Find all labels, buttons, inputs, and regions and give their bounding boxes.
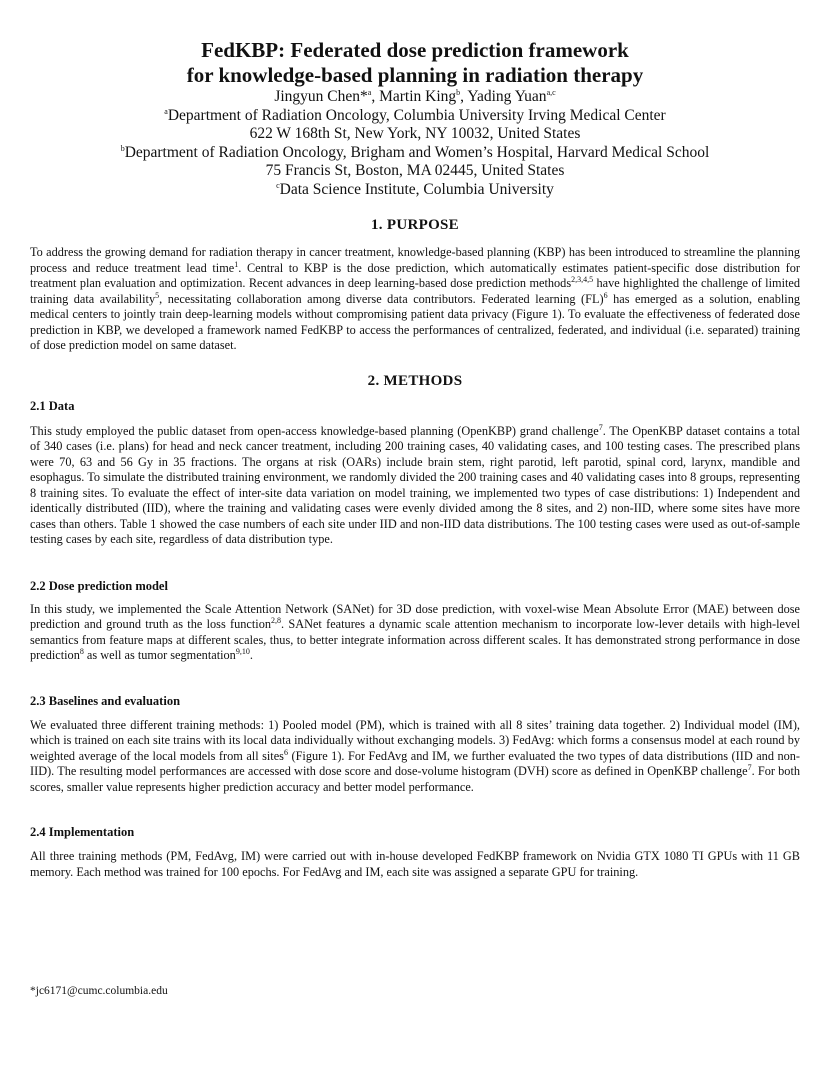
author-3: , Yading Yuan	[460, 88, 547, 105]
baselines-text-3: . For both scores, smaller value represents higher prediction accuracy and better model performance.	[30, 764, 801, 794]
author-1-affil: a	[367, 87, 372, 97]
title-line-1: FedKBP: Federated dose prediction framework	[201, 38, 629, 62]
purpose-paragraph	[30, 245, 800, 354]
model-subheading: 2.2 Dose prediction model	[30, 578, 168, 593]
citation: 6	[283, 747, 288, 757]
baselines-text-1: We evaluated three different training methods: 1) Pooled model (PM), which is trained with all 8 sites’ training data together. 2) Individual model (IM), which is trained on each site trains with its local data individually without exchanging models. 3) FedAvg: which forms a consensus model at each round by weighted average of the local models from all sites	[30, 717, 800, 763]
purpose-text-5: has emerged as a solution, enabling medical centers to jointly train deep-learning models without compromising patient data privacy (Figure 1). To evaluate the effectiveness of federated dose prediction in KBP, we developed a framework named FedKBP to access the performances of centralized, federated, and individual (i.e. separated) training of dose prediction model on same dataset.	[30, 291, 800, 352]
baselines-text-2: (Figure 1). For FedAvg and IM, we further evaluated the two types of data distributions (IID and non-IID). The resulting model performances are accessed with dose score and dose-volume histogram (DVH) score as defined in OpenKBP challenge	[30, 748, 800, 778]
affiliation-b-mark: b	[120, 143, 125, 153]
affiliation-b	[30, 144, 800, 163]
data-text-2: . The OpenKBP dataset contains a total of 340 cases (i.e. plans) for head and neck cancer treatment, including 200 training cases, 40 validating cases, and 100 testing cases. The prescribed plans were 70, 63 and 56 Gy in 35 fractions. The organs at risk (OARs) include brain stem, right parotid, left parotid, spinal cord, larynx, mandible and esophagus. To simulate the distributed training environment, we randomly divided the 200 training cases and 40 validating cases into 8 groups, representing 8 training sites. To evaluate the effect of inter-site data variation on model training, we implemented two types of case distributions: 1) Independent and identically distributed (IID), where the training and validating cases were evenly divided among the 8 sites, and 2) non-IID, where some sites have more cases than others. Table 1 showed the case numbers of each site under IID and non-IID data distributions. The 100 testing cases were used as out-of-sample testing cases by each site, regardless of data distribution type.	[30, 423, 801, 546]
affiliation-c-mark: c	[276, 180, 280, 190]
corresponding-author-footnote: *jc6171@cumc.columbia.edu	[30, 985, 168, 997]
purpose-text-4: , necessitating collaboration among diverse data contributors. Federated learning (FL)	[159, 291, 604, 306]
model-text-4: .	[249, 648, 253, 662]
citation: 2,3,4,5	[571, 274, 594, 284]
affiliation-c-name: Data Science Institute, Columbia University	[279, 180, 554, 198]
model-text-1: In this study, we implemented the Scale Attention Network (SANet) for 3D dose prediction, with voxel-wise Mean Absolute Error (MAE) between dose prediction and ground truth as the loss function	[30, 601, 800, 631]
paper-page	[30, 38, 800, 880]
affiliation-a-mark: a	[164, 106, 168, 116]
data-subheading: 2.1 Data	[30, 398, 75, 413]
affiliations	[30, 107, 800, 200]
model-text-3: as well as tumor segmentation	[83, 648, 236, 662]
baselines-paragraph	[30, 718, 800, 796]
model-paragraph	[30, 602, 800, 664]
citation: 8	[79, 646, 84, 656]
paper-title	[30, 38, 800, 88]
data-paragraph	[30, 424, 800, 548]
implementation-paragraph	[30, 849, 800, 880]
affiliation-b-name: Department of Radiation Oncology, Brigham and Women’s Hospital, Harvard Medical School	[124, 143, 710, 161]
model-text-2: . SANet features a dynamic scale attention mechanism to incorporate low-lever details with high-level semantics from feature maps at different scales, thus, to better integrate information across different scales. It has demonstrated strong performance in dose prediction	[30, 617, 800, 662]
author-2: , Martin King	[371, 88, 457, 105]
affiliation-a-address: 622 W 168th St, New York, NY 10032, United States	[249, 125, 581, 142]
affiliation-a-name: Department of Radiation Oncology, Columbia University Irving Medical Center	[167, 106, 666, 124]
author-3-affil: a,c	[546, 87, 556, 97]
purpose-text-3: have highlighted the challenge of limited training data availability	[30, 276, 801, 306]
methods-heading: 2. METHODS	[367, 372, 463, 389]
citation: 2,8	[271, 615, 282, 625]
purpose-text-2: . Central to KBP is the dose prediction, which automatically estimates patient-specific dose distribution for treatment plan evaluation and optimization. Recent advances in deep learning-based dose prediction methods	[30, 260, 800, 290]
author-1: Jingyun Chen*	[274, 88, 368, 105]
affiliation-c	[30, 181, 800, 200]
purpose-heading: 1. PURPOSE	[370, 217, 459, 233]
citation: 7	[598, 422, 603, 432]
baselines-subheading: 2.3 Baselines and evaluation	[30, 693, 181, 708]
title-line-2: for knowledge-based planning in radiation therapy	[186, 63, 644, 87]
author-2-affil: b	[456, 87, 461, 97]
purpose-text-1: To address the growing demand for radiation therapy in cancer treatment, knowledge-based planning (KBP) has been introduced to streamline the planning process and reduce treatment lead time	[30, 245, 800, 275]
citation: 5	[155, 290, 160, 300]
implementation-subheading: 2.4 Implementation	[30, 825, 135, 839]
data-text-1: This study employed the public dataset from open-access knowledge-based planning (OpenKBP) grand challenge	[30, 423, 599, 438]
citation: 9,10	[235, 646, 250, 656]
implementation-text: All three training methods (PM, FedAvg, IM) were carried out with in-house developed FedKBP framework on Nvidia GTX 1080 TI GPUs with 11 GB memory. Each method was trained for 100 epochs. For FedAvg and IM, each site was assigned a separate GPU for training.	[30, 849, 800, 879]
citation: 1	[234, 259, 239, 269]
citation: 7	[747, 762, 752, 772]
affiliation-a	[30, 107, 800, 126]
affiliation-b-address: 75 Francis St, Boston, MA 02445, United States	[265, 162, 565, 179]
author-list	[30, 88, 800, 107]
citation: 6	[603, 290, 608, 300]
